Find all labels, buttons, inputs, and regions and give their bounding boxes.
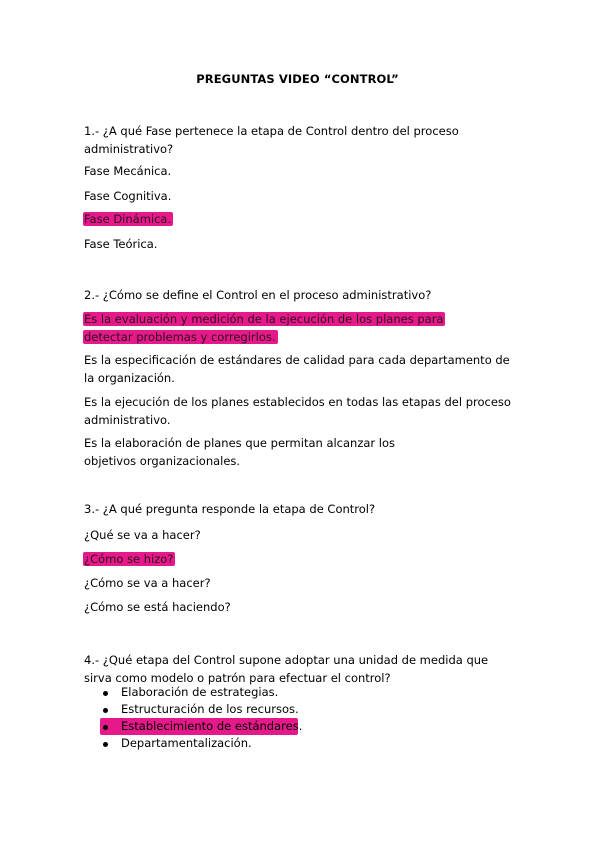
answer-option-highlighted bbox=[84, 310, 484, 346]
answer-list bbox=[100, 684, 520, 752]
list-item: Elaboración de estrategias. bbox=[100, 684, 520, 701]
answer-option: Fase Mecánica. bbox=[84, 164, 172, 178]
question-1: 1.- ¿A qué Fase pertenece la etapa de Control dentro del proceso administrativo? bbox=[84, 124, 459, 156]
question-3: 3.- ¿A qué pregunta responde la etapa de Control? bbox=[84, 502, 376, 516]
answer-option: ¿Cómo se está haciendo? bbox=[84, 600, 231, 614]
question-2: 2.- ¿Cómo se define el Control en el proceso administrativo? bbox=[84, 288, 432, 302]
highlight-mark: Es la evaluación y medición de la ejecución de los planes para detectar problemas y corregirlos. bbox=[84, 312, 444, 344]
bullet-icon bbox=[103, 691, 108, 696]
question-4: 4.- ¿Qué etapa del Control supone adoptar una unidad de medida que sirva como modelo o patrón para efectuar el control? bbox=[84, 653, 489, 685]
list-item: Departamentalización. bbox=[100, 735, 520, 752]
answer-option: Es la especificación de estándares de calidad para cada departamento de la organización. bbox=[84, 353, 510, 385]
highlight-mark: ¿Cómo se hizo? bbox=[84, 552, 174, 566]
list-item: Estructuración de los recursos. bbox=[100, 701, 520, 718]
bullet-icon bbox=[103, 725, 108, 730]
answer-option: Es la ejecución de los planes establecidos en todas las etapas del proceso administrativo. bbox=[84, 395, 511, 427]
bullet-icon bbox=[103, 742, 108, 747]
answer-option-highlighted bbox=[84, 210, 514, 228]
answer-option: Fase Cognitiva. bbox=[84, 189, 172, 203]
answer-option-highlighted bbox=[84, 550, 514, 568]
bullet-icon bbox=[103, 708, 108, 713]
page-title: PREGUNTAS VIDEO “CONTROL” bbox=[196, 72, 399, 86]
answer-option: Es la elaboración de planes que permitan alcanzar los objetivos organizacionales. bbox=[84, 436, 396, 468]
highlight-mark: Fase Dinámica. bbox=[84, 212, 172, 226]
answer-option: ¿Qué se va a hacer? bbox=[84, 528, 201, 542]
answer-option: Fase Teórica. bbox=[84, 237, 158, 251]
list-item-highlighted: Establecimiento de estándares. bbox=[100, 718, 520, 735]
answer-option: ¿Cómo se va a hacer? bbox=[84, 576, 211, 590]
